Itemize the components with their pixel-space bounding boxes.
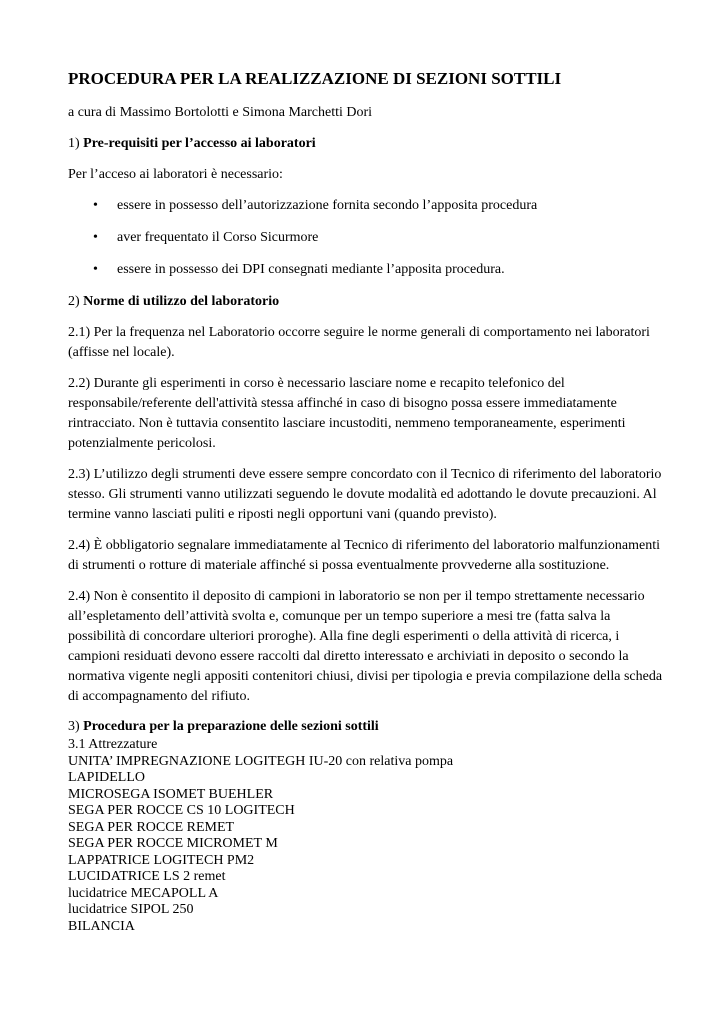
equipment-subheading: 3.1 Attrezzature	[68, 737, 158, 752]
paragraph-2-4a: 2.4) È obbligatorio segnalare immediatamente al Tecnico di riferimento del laboratorio malfunzionamenti di strumenti o rotture di materiale affinché si possa eventualmente provvederne alla sostituzione.	[68, 538, 660, 573]
paragraph-2-4b: 2.4) Non è consentito il deposito di campioni in laboratorio se non per il tempo strettamente necessario all’espletamento dell’attività svolta e, comunque per un tempo superiore a mesi tre (fatta salva la possibilità di concordare ulteriori proroghe). Alla fine degli esperimenti o della attività di ricerca, i campioni residuati devono essere raccolti dal diretto interessato e archiviati in deposito o secondo la normativa vigente negli appositi contenitori chiusi, divisi per tipologia e previa compilazione della scheda di accompagnamento del rifiuto.	[68, 589, 663, 704]
list-item: UNITA’ IMPREGNAZIONE LOGITEGH IU-20 con relativa pompa	[68, 753, 454, 769]
equipment-list	[68, 737, 668, 935]
section-2-title: Norme di utilizzo del laboratorio	[83, 294, 280, 309]
paragraph-2-1: 2.1) Per la frequenza nel Laboratorio occorre seguire le norme generali di comportamento nei laboratori (affisse nel locale).	[68, 325, 650, 360]
list-item: MICROSEGA ISOMET BUEHLER	[68, 786, 274, 802]
bullet-icon: •	[93, 230, 98, 245]
document-body	[68, 68, 668, 935]
list-item: SEGA PER ROCCE REMET	[68, 819, 235, 835]
section-2-heading	[68, 292, 668, 312]
section-1-intro: Per l’acceso ai laboratori è necessario:	[68, 167, 283, 182]
section-1-title: Pre-requisiti per l’accesso ai laboratori	[83, 136, 316, 151]
section-3-number: 3)	[68, 719, 84, 734]
requirements-list	[68, 196, 668, 280]
bullet-icon: •	[93, 198, 98, 213]
list-item: lucidatrice SIPOL 250	[68, 902, 194, 917]
list-item: lucidatrice MECAPOLL A	[68, 885, 219, 901]
section-1-heading	[68, 134, 668, 154]
list-item: SEGA PER ROCCE MICROMET M	[68, 836, 278, 851]
section-1-number: 1)	[68, 136, 84, 151]
list-item: LAPIDELLO	[68, 770, 145, 785]
list-item: LAPPATRICE LOGITECH PM2	[68, 852, 255, 868]
paragraph-2-2: 2.2) Durante gli esperimenti in corso è necessario lasciare nome e recapito telefonico del responsabile/referente dell'attività stessa affinché in caso di bisogno possa essere immediatamente rintracciato. Non è tuttavia consentito lasciare incustoditi, nemmeno temporaneamente, esperimenti potenzialmente pericolosi.	[68, 376, 626, 451]
bullet-icon: •	[93, 262, 98, 277]
document-title: PROCEDURA PER LA REALIZZAZIONE DI SEZIONI SOTTILI	[68, 69, 562, 88]
list-item-text: aver frequentato il Corso Sicurmore	[117, 230, 319, 245]
list-item-text: essere in possesso dell’autorizzazione fornita secondo l’apposita procedura	[117, 198, 538, 213]
section-3-title: Procedura per la preparazione delle sezioni sottili	[83, 719, 379, 734]
list-item: LUCIDATRICE LS 2 remet	[68, 869, 226, 884]
section-3-heading	[68, 717, 668, 737]
list-item	[68, 260, 668, 280]
authors-line: a cura di Massimo Bortolotti e Simona Marchetti Dori	[68, 105, 373, 120]
section-2-number: 2)	[68, 294, 84, 309]
list-item: BILANCIA	[68, 918, 135, 934]
list-item-text: essere in possesso dei DPI consegnati mediante l’apposita procedura.	[117, 262, 505, 277]
list-item	[68, 196, 668, 216]
list-item	[68, 228, 668, 248]
list-item: SEGA PER ROCCE CS 10 LOGITECH	[68, 803, 295, 818]
paragraph-2-3: 2.3) L’utilizzo degli strumenti deve essere sempre concordato con il Tecnico di riferimento del laboratorio stesso. Gli strumenti vanno utilizzati seguendo le dovute modalità ed adottando le dovute precauzioni. Al termine vanno lasciati puliti e riposti negli opportuni vani (quando previsto).	[68, 467, 662, 522]
